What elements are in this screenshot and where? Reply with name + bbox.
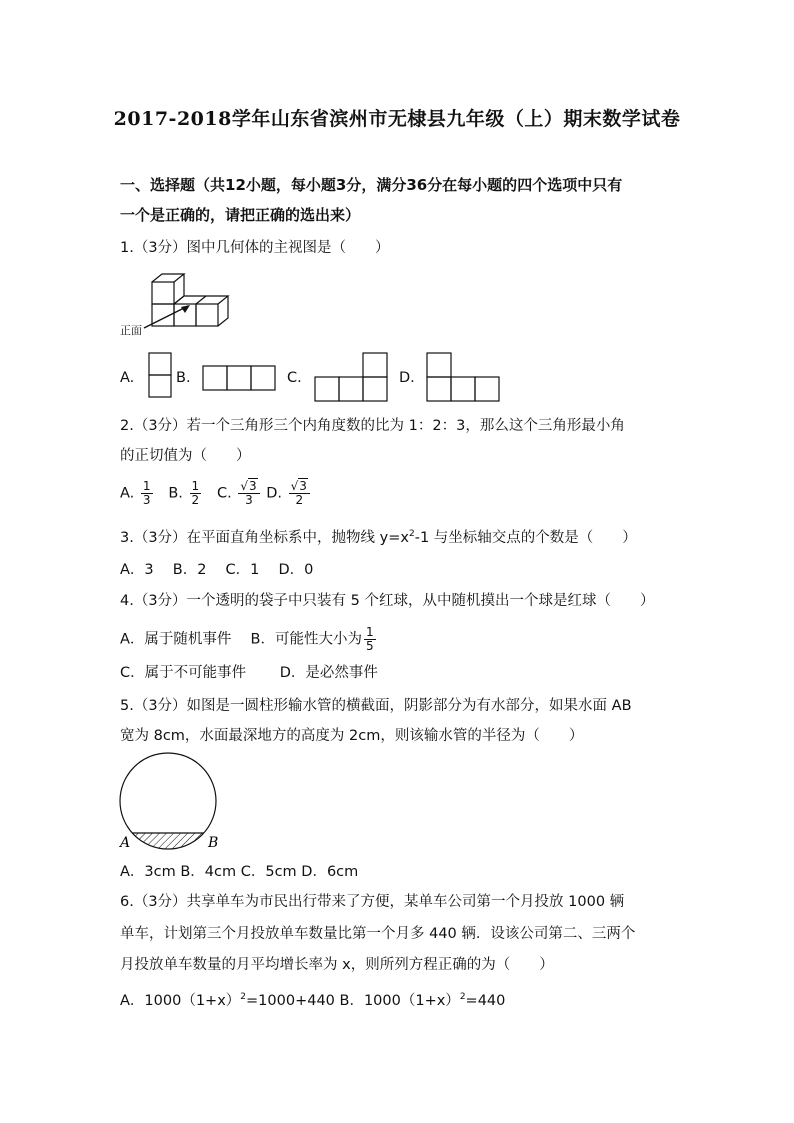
q1-option-a-figure [148, 352, 174, 402]
q2-a-numerator: 1 [142, 479, 151, 493]
q2-options [120, 480, 312, 507]
q3-options: A．3 B．2 C．1 D．0 [120, 562, 314, 578]
exam-title: 2017-2018学年山东省滨州市无棣县九年级（上）期末数学试卷 [113, 108, 681, 130]
q2-d-radicand: 3 [299, 479, 307, 493]
q4-options-ab: A．属于随机事件 B．可能性大小为 $\frac{1}{5}$ [120, 625, 374, 653]
q3-stem: 3.（3分）在平面直角坐标系中，抛物线 $y=x^2-1$ 与坐标轴交点的个数是（ ） [120, 529, 637, 546]
q1-option-a-label: A. [120, 370, 135, 386]
q1-option-d-label: D. [399, 370, 415, 386]
section-heading-line2: 一个是正确的，请把正确的选出来） [120, 206, 361, 224]
q5-options: A．3cm B．4cm C．5cm D．6cm [120, 864, 359, 880]
q5-stem-line2: 宽为 8cm，水面最深地方的高度为 2cm，则该输水管的半径为（ ） [120, 728, 584, 744]
section-heading-line1: 一、选择题（共12小题，每小题3分，满分36分在每小题的四个选项中只有 [120, 176, 623, 194]
q2-option-d-label: D. [266, 485, 283, 502]
q1-option-b-figure [202, 365, 278, 393]
sqrt-icon: √3 [240, 479, 257, 493]
point-a-label: A [120, 835, 131, 851]
q1-stem: 1.（3分）图中几何体的主视图是（ ） [120, 240, 390, 256]
front-label: 正面 [120, 324, 142, 337]
q2-option-a-label: A. [120, 485, 135, 502]
q6-stem-line3: 月投放单车数量的月平均增长率为 x，则所列方程正确的为（ ） [120, 957, 554, 973]
q2-option-a-fraction [141, 480, 153, 507]
q1-option-b-label: B. [176, 370, 191, 386]
q2-stem-line2: 的正切值为（ ） [120, 448, 251, 464]
q2-c-radicand: 3 [249, 479, 257, 493]
q6-stem-line1: 6.（3分）共享单车为市民出行带来了方便，某单车公司第一个月投放 1000 辆 [120, 894, 625, 910]
q2-option-b-fraction [190, 480, 202, 507]
q2-a-denominator: 3 [142, 493, 151, 507]
q2-option-c-fraction [238, 480, 259, 507]
q1-option-c-figure [314, 352, 390, 402]
sqrt-icon: √3 [290, 479, 307, 493]
q2-c-denominator: 3 [245, 493, 253, 507]
q2-d-denominator: 2 [295, 493, 304, 507]
q1-option-c-label: C. [287, 370, 302, 386]
q5-stem-line1: 5.（3分）如图是一圆柱形输水管的横截面，阴影部分为有水部分，如果水面 AB [120, 698, 632, 714]
q2-b-numerator: 1 [191, 479, 200, 493]
q4-b-fraction: $\frac{1}{5}$ [365, 625, 374, 653]
q2-stem-line1: 2.（3分）若一个三角形三个内角度数的比为 1：2：3，那么这个三角形最小角 [120, 418, 625, 434]
q6-options: A．$1000(1+x)^2=1000+440$ B．$1000(1+x)^2=440$ [120, 992, 506, 1009]
q2-b-denominator: 2 [191, 493, 200, 507]
q1-solid-figure [118, 270, 248, 340]
q2-option-c-label: C. [217, 485, 232, 502]
point-b-label: B [208, 835, 219, 851]
q1-option-d-figure [426, 352, 502, 402]
q4-options-cd: C．属于不可能事件 D．是必然事件 [120, 665, 378, 681]
q6-stem-line2: 单车，计划第三个月投放单车数量比第一个月多 440 辆．设该公司第二、三两个 [120, 926, 636, 942]
q4-stem: 4.（3分）一个透明的袋子中只装有 5 个红球，从中随机摸出一个球是红球（ ） [120, 593, 655, 609]
q2-option-b-label: B. [168, 485, 183, 502]
q2-option-d-fraction [289, 480, 310, 507]
q5-pipe-cross-section [110, 755, 240, 855]
